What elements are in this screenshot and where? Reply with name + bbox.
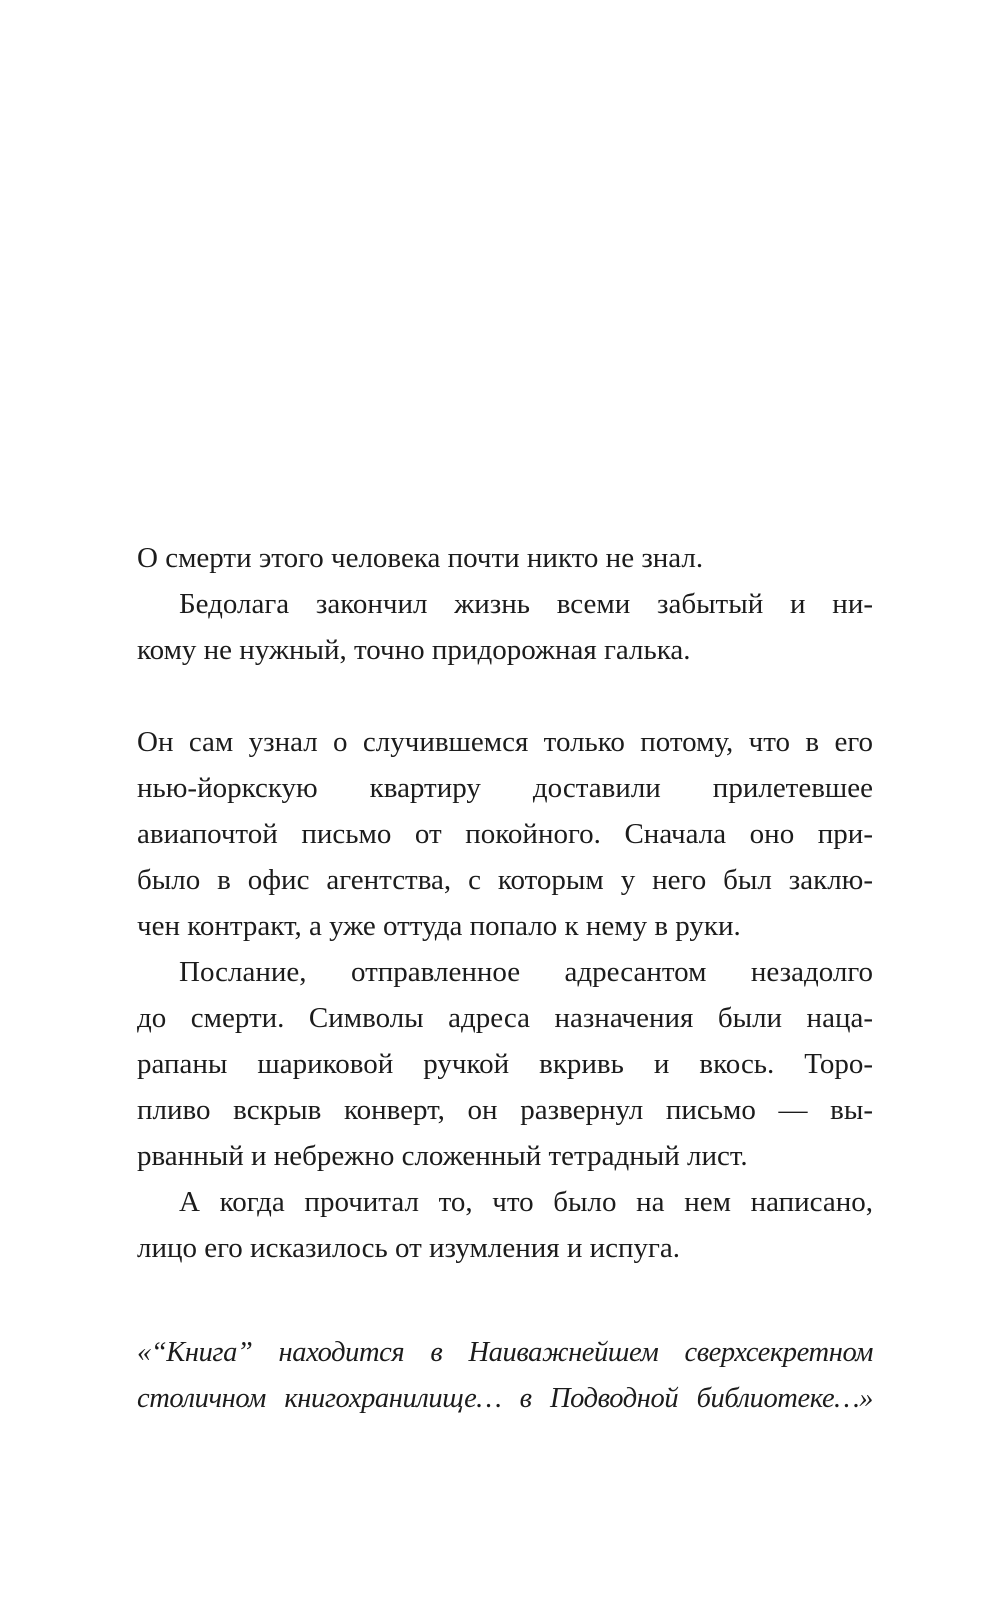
paragraph-3-line-1: Он сам узнал о случившемся только потому, что в его [137,726,873,758]
paragraph-3-line-3: авиапочтой письмо от покойного. Сначала оно при- [137,818,873,850]
paragraph-4-line-3: рапаны шариковой ручкой вкривь и вкось. Торо- [137,1048,873,1080]
paragraph-3-line-5: чен контракт, а уже оттуда попало к нему в руки. [137,910,741,942]
paragraph-1 [137,535,873,581]
epigraph-quote [137,1330,873,1422]
paragraph-1-line-1: О смерти этого человека почти никто не знал. [137,542,704,574]
paragraph-4-line-1: Послание, отправленное адресантом незадолго [179,956,873,988]
paragraph-3-line-4: было в офис агентства, с которым у него был заклю- [137,864,873,896]
paragraph-2-line-2: кому не нужный, точно придорожная галька. [137,634,691,666]
body-text [137,535,873,1271]
paragraph-5-line-2: лицо его исказилось от изумления и испуга. [137,1232,681,1264]
section-break [137,673,873,719]
paragraph-3 [137,719,873,949]
quote-line-1: «“Книга” находится в Наиважнейшем сверхсекретном [137,1337,873,1368]
paragraph-4-line-4: пливо вскрыв конверт, он развернул письмо — вы- [137,1094,873,1126]
quote-line-2: столичном книгохранилище… в Подводной библиотеке…» [137,1383,873,1414]
paragraph-3-line-2: нью-йоркскую квартиру доставили прилетевшее [137,772,873,804]
paragraph-4-line-2: до смерти. Символы адреса назначения были наца- [137,1002,873,1034]
paragraph-2 [137,581,873,673]
paragraph-5 [137,1179,873,1271]
paragraph-4-line-5: рванный и небрежно сложенный тетрадный лист. [137,1140,748,1172]
paragraph-4 [137,949,873,1179]
paragraph-5-line-1: А когда прочитал то, что было на нем написано, [179,1186,873,1218]
paragraph-2-line-1: Бедолага закончил жизнь всеми забытый и ни- [179,588,873,620]
